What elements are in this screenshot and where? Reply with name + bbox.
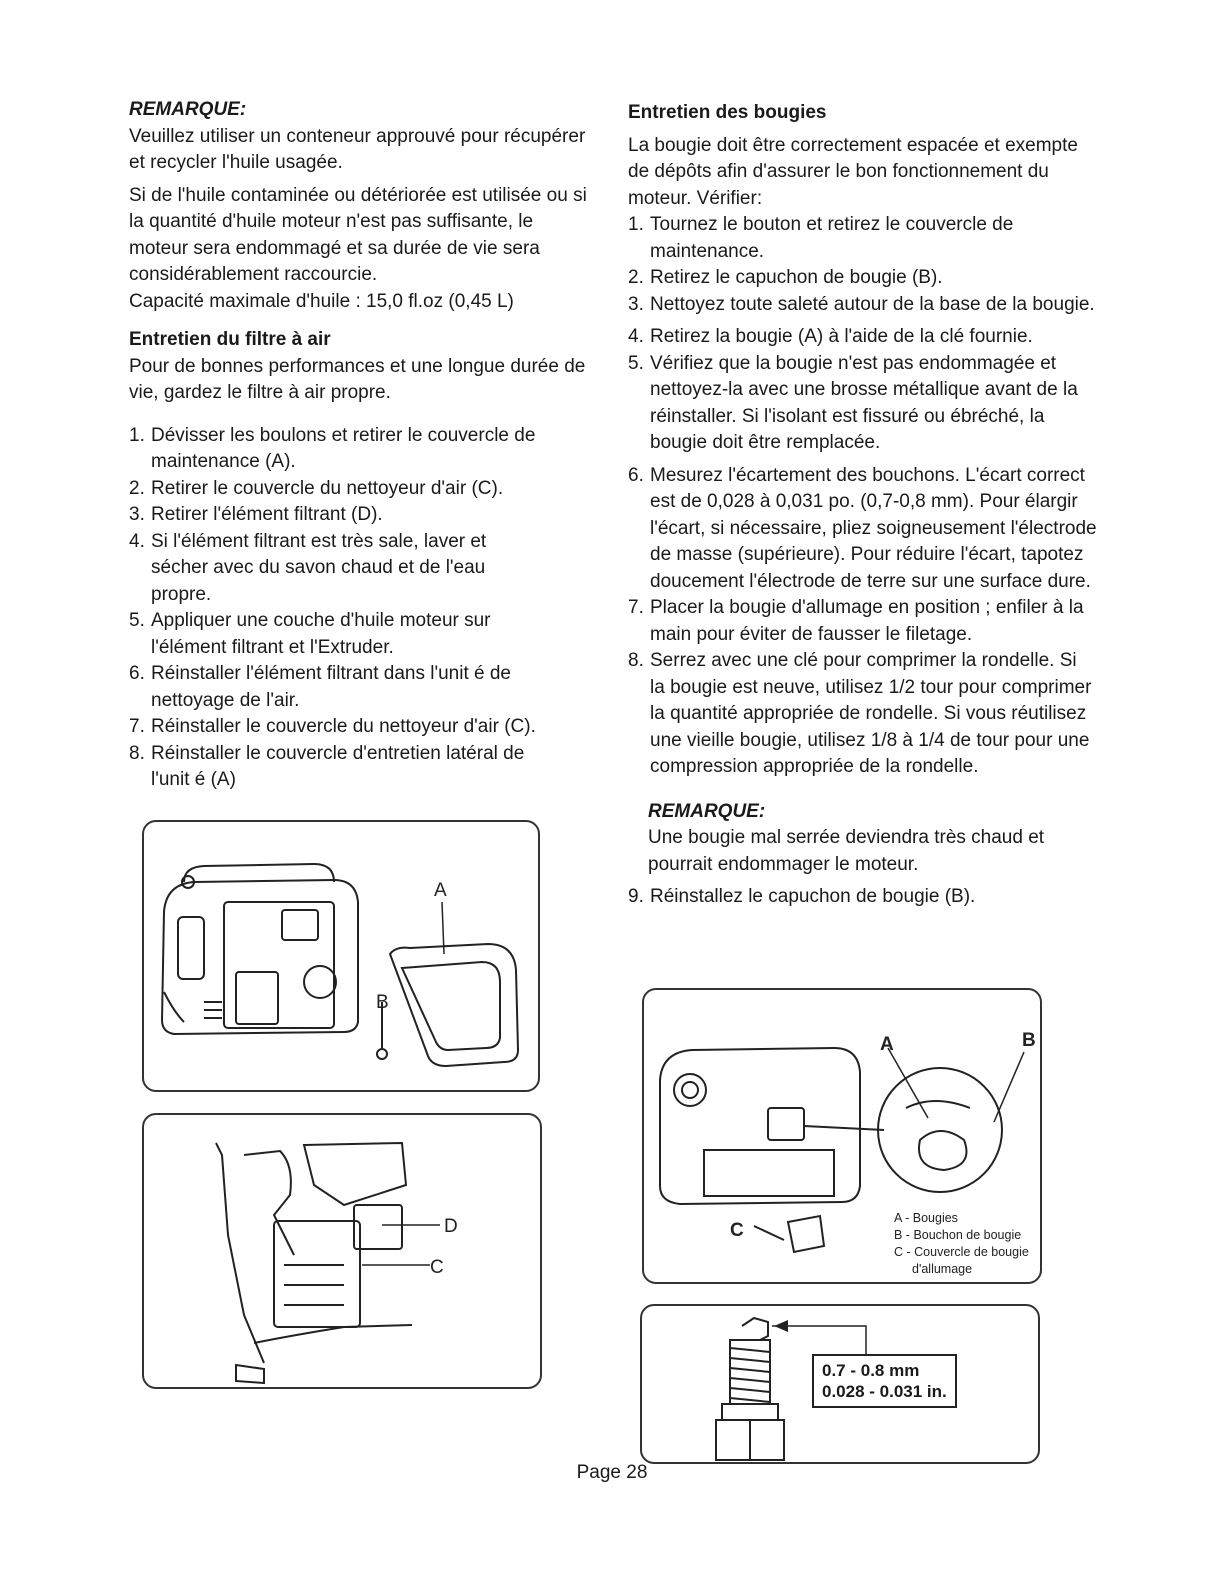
list-item: 5. Vérifiez que la bougie n'est pas endommagée et nettoyez-la avec une brosse métallique avant de la réinstaller. Si l'isolant est fissuré ou ébréché, la bougie doit être remplacée. [628, 352, 1078, 453]
gap-spec-box [812, 1354, 957, 1408]
figure-legend [894, 1210, 1029, 1278]
list-item: 1. Tournez le bouton et retirez le couvercle de maintenance. [628, 214, 1014, 262]
gap-mm: 0.7 - 0.8 mm [822, 1361, 920, 1380]
spark-intro: La bougie doit être correctement espacée et exempte de dépôts afin d'assurer le bon fonctionnement du moteur. Vérifier: [628, 134, 1078, 209]
air-filter-steps [129, 423, 594, 794]
legend-item: B - Bouchon de bougie [894, 1228, 1022, 1242]
spark-steps-b [628, 324, 1103, 457]
label-a: A [880, 1034, 894, 1055]
list-item: 7. Réinstaller le couvercle du nettoyeur d'air (C). [129, 716, 536, 737]
list-item: 5. Appliquer une couche d'huile moteur sur l'élément filtrant et l'Extruder. [129, 610, 491, 658]
list-item: 3. Retirer l'élément filtrant (D). [129, 504, 383, 525]
list-item: 9. Réinstallez le capuchon de bougie (B). [628, 886, 976, 907]
figure-air-filter [142, 1113, 542, 1389]
label-c: C [430, 1257, 444, 1278]
figure-spark-plug-location [642, 988, 1042, 1284]
spark-step-9 [628, 884, 1103, 911]
left-column [129, 97, 594, 794]
list-item: 7. Placer la bougie d'allumage en position ; enfiler à la main pour éviter de fausser le filetage. [628, 597, 1084, 645]
list-item: 6. Mesurez l'écartement des bouchons. L'écart correct est de 0,028 à 0,031 po. (0,7-0,8 mm). Pour élargir l'écart, si nécessaire, pliez soigneusement l'électrode de masse (supérieure). Pour réduire l'écart, tapotez doucement l'électrode de terre sur une surface dure. [628, 464, 1097, 592]
air-filter-heading: Entretien du filtre à air [129, 329, 331, 350]
label-b: B [376, 992, 389, 1013]
spark-steps-a [628, 212, 1103, 318]
note-text: Une bougie mal serrée deviendra très chaud et pourrait endommager le moteur. [648, 827, 1045, 875]
air-filter-intro: Pour de bonnes performances et une longue durée de vie, gardez le filtre à air propre. [129, 355, 586, 403]
oil-capacity: Capacité maximale d'huile : 15,0 fl.oz (0,45 L) [129, 290, 514, 312]
legend-item: d'allumage [912, 1262, 973, 1276]
page-number: Page 28 [576, 1462, 648, 1483]
list-item: 1. Dévisser les boulons et retirer le couvercle de maintenance (A). [129, 424, 536, 472]
note-label: REMARQUE: [129, 99, 247, 120]
list-item: 8. Réinstaller le couvercle d'entretien latéral de l'unit é (A) [129, 742, 525, 790]
legend-item: C - Couvercle de bougie [894, 1245, 1029, 1259]
figure-service-cover [142, 820, 540, 1092]
note-label: REMARQUE: [648, 800, 766, 822]
legend-item: A - Bougies [894, 1211, 958, 1225]
generator-cover-illustration [144, 822, 538, 1090]
label-a: A [434, 880, 447, 901]
list-item: 3. Nettoyez toute saleté autour de la base de la bougie. [628, 293, 1095, 315]
label-d: D [444, 1216, 458, 1237]
list-item: 2. Retirez le capuchon de bougie (B). [628, 267, 943, 288]
label-c: C [730, 1220, 744, 1241]
spark-heading: Entretien des bougies [628, 102, 827, 123]
list-item: 2. Retirer le couvercle du nettoyeur d'air (C). [129, 477, 504, 499]
spark-steps-c [628, 463, 1103, 781]
label-b: B [1022, 1030, 1036, 1051]
list-item: 4. Retirez la bougie (A) à l'aide de la clé fournie. [628, 326, 1033, 347]
right-column [628, 100, 1103, 911]
warning-text: Si de l'huile contaminée ou détériorée est utilisée ou si la quantité d'huile moteur n'est pas suffisante, le moteur sera endommagé et sa durée de vie sera considérablement raccourcie. [129, 184, 587, 285]
note-text: Veuillez utiliser un conteneur approuvé pour récupérer et recycler l'huile usagée. [129, 125, 586, 173]
note-block [628, 799, 1103, 879]
gap-in: 0.028 - 0.031 in. [822, 1382, 947, 1401]
list-item: 8. Serrez avec une clé pour comprimer la rondelle. Si la bougie est neuve, utilisez 1/2 tour pour comprimer la quantité appropriée de rondelle. Si vous réutilisez une vieille bougie, utilisez 1/8 à 1/4 de tour pour une compression appropriée de la rondelle. [628, 650, 1092, 777]
figure-spark-plug-gap [640, 1304, 1040, 1464]
air-filter-illustration [144, 1115, 540, 1387]
list-item: 4. Si l'élément filtrant est très sale, laver et sécher avec du savon chaud et de l'eau propre. [129, 530, 487, 605]
list-item: 6. Réinstaller l'élément filtrant dans l'unit é de nettoyage de l'air. [129, 663, 511, 711]
